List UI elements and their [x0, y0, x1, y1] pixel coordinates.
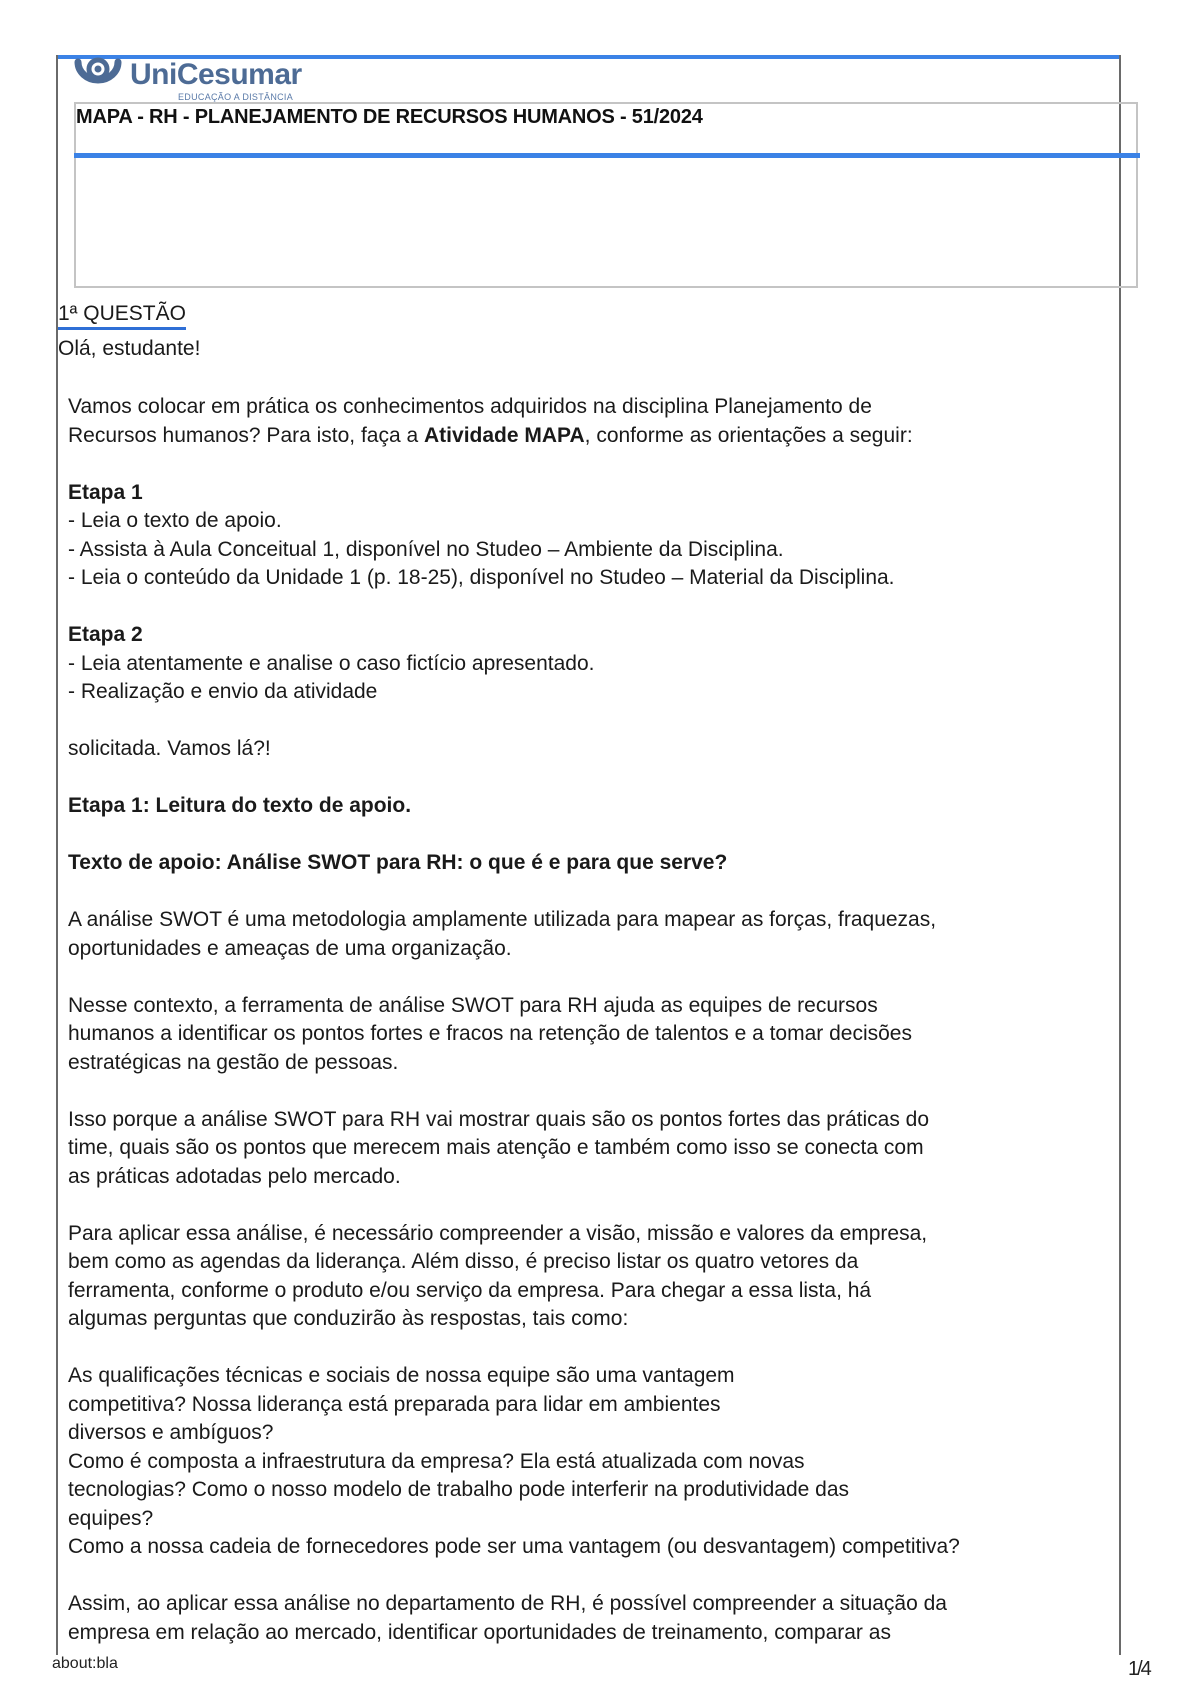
body-line: algumas perguntas que conduzirão às respostas, tais como:: [68, 1307, 629, 1330]
body-line: oportunidades e ameaças de uma organização.: [68, 936, 512, 960]
etapa2-item: - Realização e envio da atividade: [68, 680, 378, 703]
body-line: estratégicas na gestão de pessoas.: [68, 1050, 399, 1074]
footer-url: about:bla: [52, 1655, 118, 1672]
body-line: time, quais são os pontos que merecem mais atenção e também como isso se conecta com: [68, 1136, 924, 1159]
greeting: Olá, estudante!: [58, 337, 201, 360]
body-line: Assim, ao aplicar essa análise no departamento de RH, é possível compreender a situação da: [68, 1592, 947, 1615]
body-line: empresa em relação ao mercado, identificar oportunidades de treinamento, comparar as: [68, 1620, 891, 1644]
header-box: [74, 102, 1138, 288]
etapa1-section: [68, 479, 1128, 593]
etapa2-title: Etapa 2: [68, 623, 143, 646]
intro-line-2: [68, 422, 1128, 451]
body-line: Como a nossa cadeia de fornecedores pode ser uma vantagem (ou desvantagem) competitiva?: [68, 1535, 960, 1558]
body-paragraph: [68, 906, 1128, 963]
page-number: 1/4: [1128, 1658, 1150, 1680]
etapa2-section: [68, 621, 1128, 707]
solicitada-line: solicitada. Vamos lá?!: [68, 737, 271, 760]
body-line: competitiva? Nossa liderança está preparada para lidar em ambientes: [68, 1392, 721, 1416]
solicitada-paragraph: [68, 735, 1128, 764]
etapa1-title: Etapa 1: [68, 480, 143, 504]
etapa1-item: - Leia o texto de apoio.: [68, 509, 282, 532]
intro-line-2-pre: Recursos humanos? Para isto, faça a: [68, 423, 425, 447]
body-line: Para aplicar essa análise, é necessário compreender a visão, missão e valores da empresa,: [68, 1221, 928, 1245]
body-line: As qualificações técnicas e sociais de nossa equipe são uma vantagem: [68, 1364, 735, 1387]
etapa2-item: - Leia atentamente e analise o caso fictício apresentado.: [68, 651, 595, 675]
texto-title: Texto de apoio: Análise SWOT para RH: o que é e para que serve?: [68, 851, 728, 874]
body-line: tecnologias? Como o nosso modelo de trabalho pode interferir na produtividade das: [68, 1478, 849, 1501]
leitura-heading: [68, 792, 1128, 821]
intro-line-2-bold: Atividade MAPA: [424, 423, 585, 447]
body-paragraph: [68, 1106, 1128, 1192]
texto-heading: [68, 849, 1128, 878]
leitura-title: Etapa 1: Leitura do texto de apoio.: [68, 794, 412, 817]
etapa1-item: - Leia o conteúdo da Unidade 1 (p. 18-25), disponível no Studeo – Material da Disciplina.: [68, 566, 895, 589]
body-paragraph: [68, 992, 1128, 1078]
body-line: bem como as agendas da liderança. Além disso, é preciso listar os quatro vetores da: [68, 1250, 859, 1273]
body-line: equipes?: [68, 1506, 154, 1530]
body-paragraph: [68, 1220, 1128, 1334]
intro-line-2-post: , conforme as orientações a seguir:: [584, 423, 913, 447]
intro-line-1: Vamos colocar em prática os conhecimentos adquiridos na disciplina Planejamento de: [68, 395, 872, 418]
document-title: MAPA - RH - PLANEJAMENTO DE RECURSOS HUMANOS - 51/2024: [76, 106, 703, 128]
brand-name: UniCesumar: [130, 58, 302, 91]
body-line: Isso porque a análise SWOT para RH vai mostrar quais são os pontos fortes das práticas do: [68, 1107, 930, 1131]
body-line: as práticas adotadas pelo mercado.: [68, 1164, 401, 1188]
body-line: A análise SWOT é uma metodologia amplamente utilizada para mapear as forças, fraquezas,: [68, 908, 937, 931]
body-line: diversos e ambíguos?: [68, 1421, 274, 1444]
body-paragraph: [68, 1590, 1128, 1647]
question-content: [68, 393, 1128, 1676]
body-line: Nesse contexto, a ferramenta de análise SWOT para RH ajuda as equipes de recursos: [68, 993, 878, 1017]
header-rule: [74, 153, 1140, 158]
intro-paragraph: [68, 393, 1128, 450]
body-line: ferramenta, conforme o produto e/ou serviço da empresa. Para chegar a essa lista, há: [68, 1278, 872, 1302]
questions-paragraph: [68, 1362, 1128, 1562]
unicesumar-logo: [72, 56, 332, 102]
question-label: 1ª QUESTÃO: [58, 302, 186, 330]
body-line: humanos a identificar os pontos fortes e fracos na retenção de talentos e a tomar decisões: [68, 1022, 912, 1045]
frame-left-border: [56, 55, 58, 1655]
etapa1-item: - Assista à Aula Conceitual 1, disponível no Studeo – Ambiente da Disciplina.: [68, 537, 784, 561]
body-line: Como é composta a infraestrutura da empresa? Ela está atualizada com novas: [68, 1449, 805, 1473]
unicesumar-logo-icon: [72, 56, 126, 98]
brand-tagline: EDUCAÇÃO A DISTÂNCIA: [178, 92, 294, 102]
